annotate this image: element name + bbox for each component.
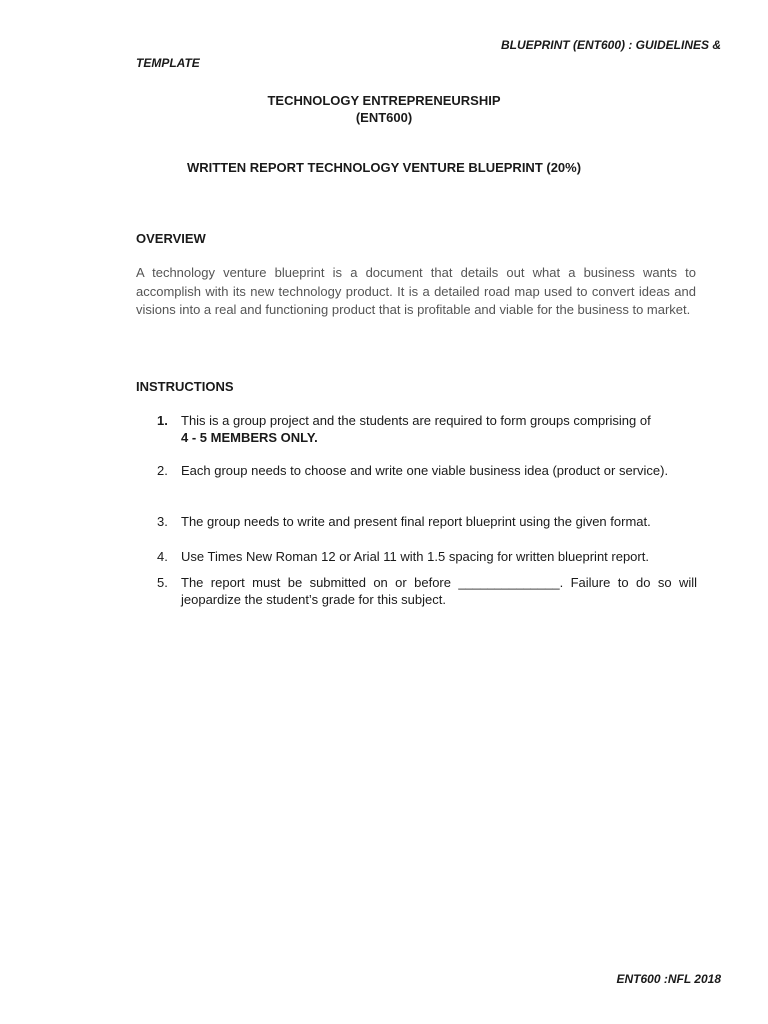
report-subtitle: WRITTEN REPORT TECHNOLOGY VENTURE BLUEPRINT (20%) [186, 160, 582, 175]
instruction-number: 4. [157, 549, 168, 564]
instruction-text: Each group needs to choose and write one viable business idea (product or service). [181, 463, 669, 478]
instruction-text [181, 412, 697, 446]
instructions-heading: INSTRUCTIONS [136, 379, 234, 394]
header-right-text: BLUEPRINT (ENT600) : GUIDELINES & [500, 38, 721, 52]
instruction-item [157, 513, 697, 530]
instruction-item [157, 574, 697, 608]
instruction-text-main: This is a group project and the students are required to form groups comprising of [181, 413, 651, 428]
instruction-text: The group needs to write and present final report blueprint using the given format. [181, 514, 651, 529]
instruction-text: The report must be submitted on or before ______________. Failure to do so will jeopardize the student’s grade for this subject. [181, 575, 697, 607]
overview-heading: OVERVIEW [136, 231, 206, 246]
course-code: (ENT600) [355, 110, 413, 125]
instruction-emphasis: 4 - 5 MEMBERS ONLY. [181, 430, 318, 445]
instruction-item [157, 462, 697, 479]
instruction-number: 3. [157, 514, 168, 529]
footer-text: ENT600 :NFL 2018 [616, 972, 721, 986]
instruction-item [157, 412, 697, 446]
instruction-number: 2. [157, 463, 168, 478]
header-left-text: TEMPLATE [136, 56, 200, 70]
course-title: TECHNOLOGY ENTREPRENEURSHIP [267, 93, 501, 108]
instruction-text: Use Times New Roman 12 or Arial 11 with 1.5 spacing for written blueprint report. [181, 549, 649, 564]
overview-paragraph: A technology venture blueprint is a document that details out what a business wants to accomplish with its new technology product. It is a detailed road map used to convert ideas and visions into a real and functioning product that is profitable and viable for the business to market. [136, 265, 696, 317]
instruction-item [157, 548, 697, 565]
instruction-number: 1. [157, 413, 168, 428]
instruction-number: 5. [157, 575, 168, 590]
